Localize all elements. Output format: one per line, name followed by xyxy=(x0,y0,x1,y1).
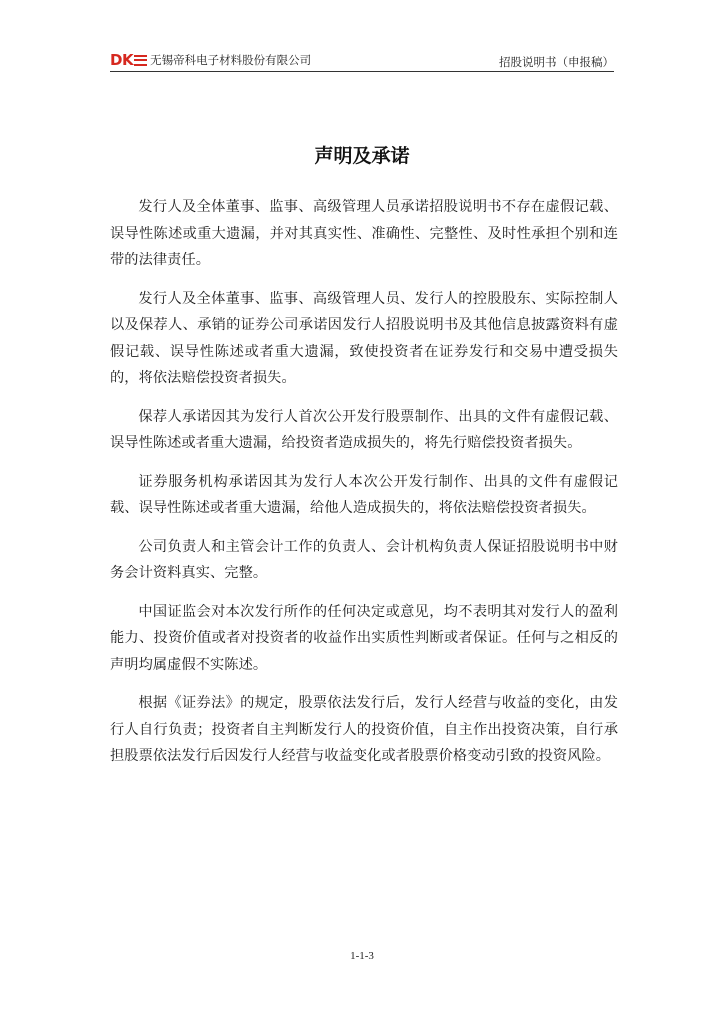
paragraph: 发行人及全体董事、监事、高级管理人员、发行人的控股股东、实际控制人以及保荐人、承销的证券公司承诺因发行人招股说明书及其他信息披露资料有虚假记载、误导性陈述或者重大遗漏，致使投资者在证券发行和交易中遭受损失的，将依法赔偿投资者损失。 xyxy=(110,290,618,386)
document-type: 招股说明书（申报稿） xyxy=(499,55,614,69)
company-name: 无锡帝科电子材料股份有限公司 xyxy=(150,53,312,67)
logo-mark-icon xyxy=(134,54,147,67)
paragraph: 中国证监会对本次发行所作的任何决定或意见，均不表明其对发行人的盈利能力、投资价值或者对投资者的收益作出实质性判断或者保证。任何与之相反的声明均属虚假不实陈述。 xyxy=(110,603,618,673)
paragraph: 发行人及全体董事、监事、高级管理人员承诺招股说明书不存在虚假记载、误导性陈述或重大遗漏，并对其真实性、准确性、完整性、及时性承担个别和连带的法律责任。 xyxy=(110,199,618,268)
logo-text: DK xyxy=(110,51,134,69)
paragraph: 保荐人承诺因其为发行人首次公开发行股票制作、出具的文件有虚假记载、误导性陈述或者重大遗漏，给投资者造成损失的，将先行赔偿投资者损失。 xyxy=(110,408,618,451)
page-title: 声明及承诺 xyxy=(314,145,410,167)
paragraph: 公司负责人和主管会计工作的负责人、会计机构负责人保证招股说明书中财务会计资料真实、完整。 xyxy=(110,538,618,581)
paragraph: 根据《证券法》的规定，股票依法发行后，发行人经营与收益的变化，由发行人自行负责；投资者自主判断发行人的投资价值，自主作出投资决策，自行承担股票依法发行后因发行人经营与收益变化或者股票价格变动引致的投资风险。 xyxy=(110,695,618,764)
statement-body xyxy=(110,194,618,782)
paragraph: 证券服务机构承诺因其为发行人本次公开发行制作、出具的文件有虚假记载、误导性陈述或者重大遗漏，给他人造成损失的，将依法赔偿投资者损失。 xyxy=(110,473,618,516)
company-logo xyxy=(110,52,311,68)
header-divider xyxy=(110,71,614,72)
page-number: 1-1-3 xyxy=(350,950,374,962)
page-header xyxy=(110,50,614,72)
